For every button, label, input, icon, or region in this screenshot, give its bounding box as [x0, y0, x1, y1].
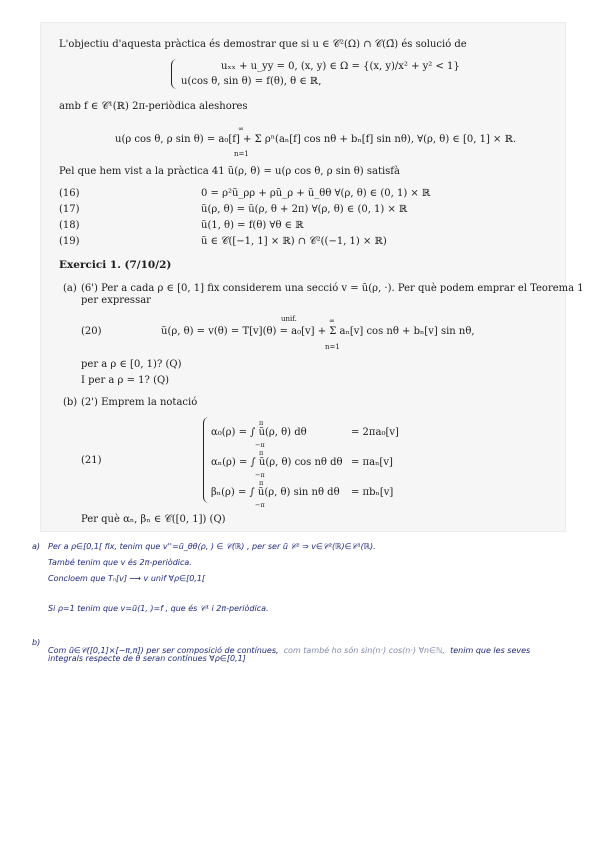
betan-lhs: βₙ(ρ) = ∫ ũ(ρ, θ) sin nθ dθ — [211, 487, 340, 498]
intro-text: L'objectiu d'aquesta pràctica és demostrar que si u ∈ 𝒞²(Ω) ∩ 𝒞(Ω̄) és solució de — [59, 39, 467, 50]
part-b-text: (2') Emprem la notació — [81, 397, 198, 408]
eq17-number: (17) — [59, 204, 80, 215]
answer-a-line3: Concloem que Tₙ[v] ⟶ v unif ∀ρ∈[0,1[ — [48, 574, 206, 583]
laplace-equation: uₓₓ + u_yy = 0, (x, y) ∈ Ω = {(x, y)/x² + y² < 1} — [221, 61, 460, 72]
int1-upper: π — [259, 419, 264, 427]
eq20-text: ũ(ρ, θ) = v(θ) = T[v](θ) = a₀[v] + Σ aₙ[v] cos nθ + bₙ[v] sin nθ, — [161, 326, 475, 337]
int3-upper: π — [259, 479, 264, 487]
int3-lower: −π — [255, 501, 265, 509]
eq20-sum-top: ∞ — [329, 317, 335, 325]
eq17-text: ũ(ρ, θ) = ũ(ρ, θ + 2π) ∀(ρ, θ) ∈ (0, 1) × ℝ — [201, 204, 408, 215]
eq20-number: (20) — [81, 326, 102, 337]
betan-rhs: = πbₙ[v] — [351, 487, 394, 498]
series-sum-top: ∞ — [238, 125, 244, 133]
alpha0-lhs: α₀(ρ) = ∫ ũ(ρ, θ) dθ — [211, 427, 307, 438]
part-a-text-line2: per expressar — [81, 295, 151, 306]
answer-b-line1-tail: tenim que les seves — [450, 646, 531, 655]
eq18-text: ũ(1, θ) = f(θ) ∀θ ∈ ℝ — [201, 220, 304, 231]
eq20-sum-bottom: n=1 — [325, 343, 340, 351]
part-b-label: (b) — [63, 397, 78, 408]
series-sum-bottom: n=1 — [234, 150, 249, 158]
printed-exercise-sheet — [40, 22, 584, 532]
question-rho-equals-one: I per a ρ = 1? (Q) — [81, 375, 170, 386]
alpha0-rhs: = 2πa₀[v] — [351, 427, 399, 438]
eq21-number: (21) — [81, 455, 102, 466]
eq21-brace — [203, 417, 211, 503]
question-rho-below-one: per a ρ ∈ [0, 1)? (Q) — [81, 359, 182, 370]
answer-a-label: a) — [32, 542, 41, 551]
eq19-number: (19) — [59, 236, 80, 247]
int2-lower: −π — [255, 471, 265, 479]
alphan-lhs: αₙ(ρ) = ∫ ũ(ρ, θ) cos nθ dθ — [211, 457, 343, 468]
boundary-condition: u(cos θ, sin θ) = f(θ), θ ∈ ℝ, — [181, 76, 322, 87]
exercise-title: Exercici 1. (7/10/2) — [59, 259, 172, 271]
eq16-number: (16) — [59, 188, 80, 199]
system-brace — [171, 59, 178, 89]
part-b-question: Per què αₙ, βₙ ∈ 𝒞([0, 1]) (Q) — [81, 514, 226, 525]
eq19-text: ũ ∈ 𝒞([−1, 1] × ℝ) ∩ 𝒞²((−1, 1) × ℝ) — [201, 236, 387, 247]
part-a-label: (a) — [63, 283, 77, 294]
int1-lower: −π — [255, 441, 265, 449]
eq18-number: (18) — [59, 220, 80, 231]
amb-line: amb f ∈ 𝒞¹(ℝ) 2π-periòdica aleshores — [59, 101, 248, 112]
pel-line: Pel que hem vist a la pràctica 41 ũ(ρ, θ) = u(ρ cos θ, ρ sin θ) satisfà — [59, 166, 400, 177]
answer-a-line1: Per a ρ∈[0,1[ fix, tenim que v''=ũ_θθ(ρ, ) ∈ 𝒞(ℝ) , per ser ũ 𝒞² ⇒ v∈𝒞²(ℝ)∈𝒞¹(ℝ). — [48, 542, 376, 551]
answer-b-line1-main: Com ũ∈𝒞([0,1]×[−π,π]) per ser composició de contínues, — [48, 646, 279, 655]
alphan-rhs: = πaₙ[v] — [351, 457, 393, 468]
int2-upper: π — [259, 449, 264, 457]
answer-b-label: b) — [32, 638, 41, 647]
answer-b-line1-aside: com també ho són sin(n·) cos(n·) ∀n∈ℕ, — [283, 646, 446, 655]
series-equation: u(ρ cos θ, ρ sin θ) = a₀[f] + Σ ρⁿ(aₙ[f] cos nθ + bₙ[f] sin nθ), ∀(ρ, θ) ∈ [0, 1] × ℝ. — [115, 134, 517, 145]
eq16-text: 0 = ρ²ũ_ρρ + ρũ_ρ + ũ_θθ ∀(ρ, θ) ∈ (0, 1) × ℝ — [201, 188, 431, 199]
part-a-text-line1: (6') Per a cada ρ ∈ [0, 1] fix considerem una secció v = ũ(ρ, ·). Per què podem emprar el Teorema 1 — [81, 283, 584, 294]
answer-a-line4: Si ρ=1 tenim que v=ũ(1, )=f , que és 𝒞¹ i 2π-periòdica. — [48, 604, 269, 613]
answer-b-line2: integrals respecte de θ seran contínues ∀ρ∈[0,1] — [48, 654, 246, 663]
eq20-unif-label: unif. — [281, 315, 297, 323]
answer-a-line2: També tenim que v és 2π-periòdica. — [48, 558, 192, 567]
